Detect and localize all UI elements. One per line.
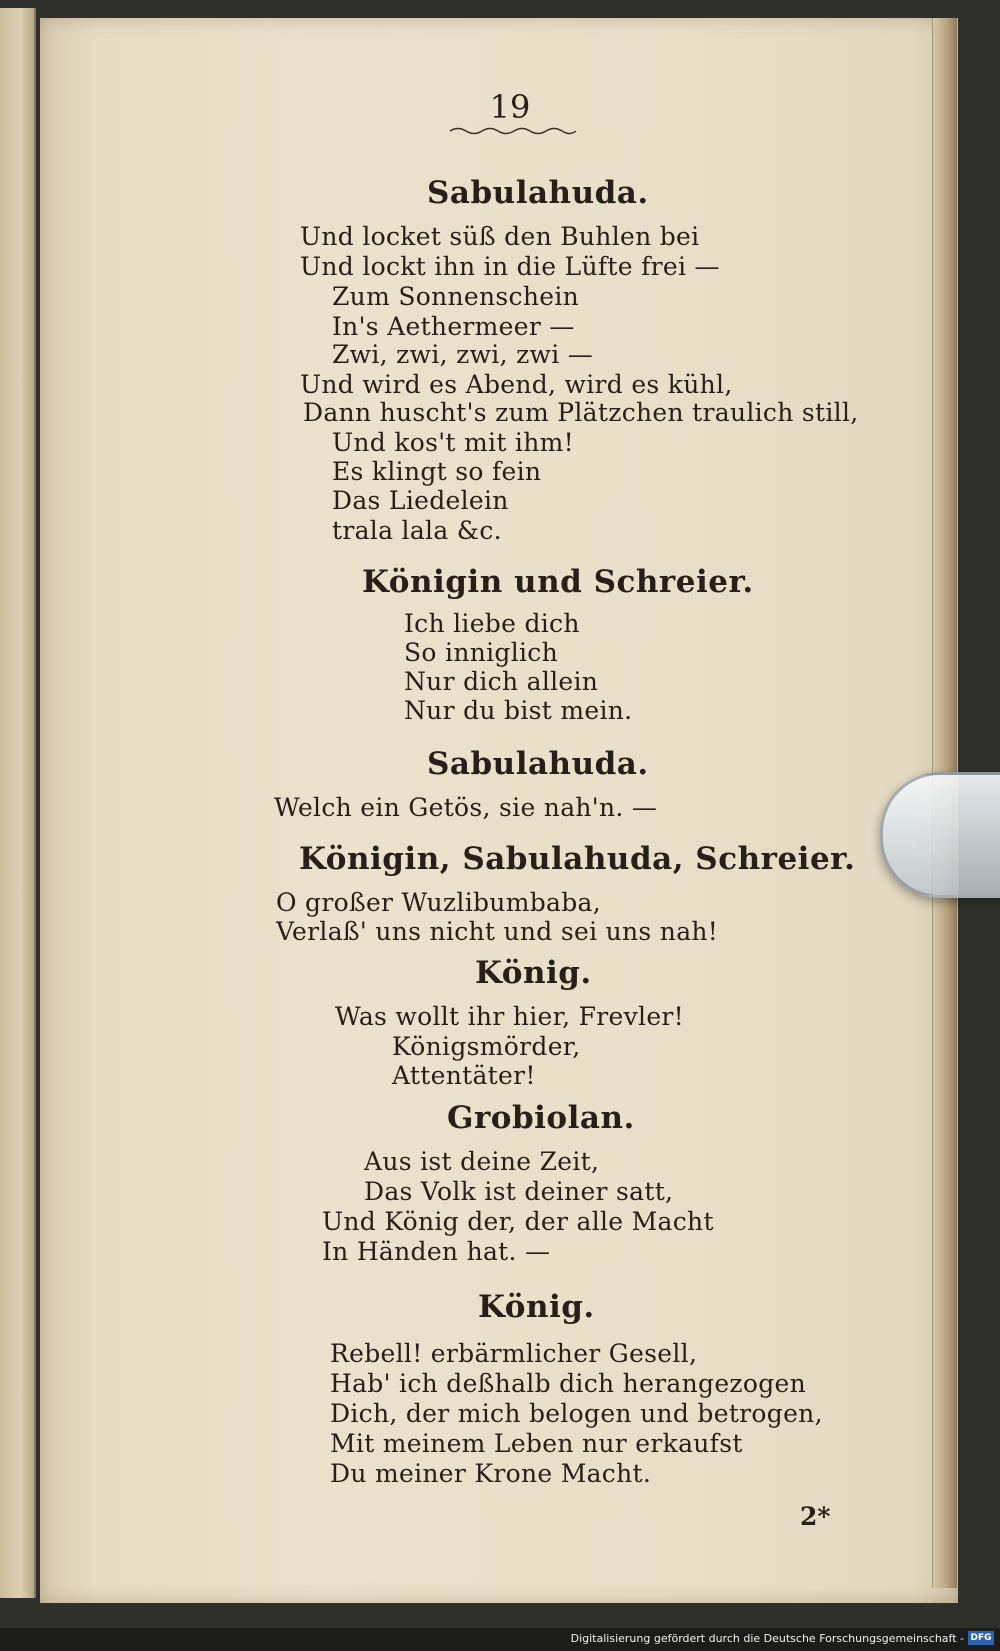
- verse-line: Es klingt so fein: [332, 457, 542, 486]
- verse-line: Königsmörder,: [392, 1032, 581, 1061]
- verse-line: Nur du bist mein.: [404, 696, 633, 725]
- flourish-ornament: [448, 124, 578, 138]
- verse-line: So inniglich: [404, 638, 559, 667]
- dfg-logo: DFG: [968, 1631, 994, 1645]
- verse-line: Das Volk ist deiner satt,: [364, 1177, 674, 1206]
- speaker-heading: Sabulahuda.: [427, 175, 649, 211]
- speaker-heading: Sabulahuda.: [427, 746, 649, 782]
- verse-line: Hab' ich deßhalb dich herangezogen: [330, 1369, 807, 1398]
- speaker-heading: Grobiolan.: [447, 1100, 635, 1136]
- verse-line: Zum Sonnenschein: [332, 282, 580, 311]
- speaker-heading: König.: [478, 1289, 595, 1325]
- page-clip: [880, 772, 1000, 898]
- signature-mark: 2*: [800, 1502, 831, 1531]
- footer-credit: Digitalisierung gefördert durch die Deutsche Forschungsgemeinschaft -: [570, 1632, 964, 1645]
- verse-line: Und kos't mit ihm!: [332, 428, 574, 457]
- verse-line: Attentäter!: [392, 1061, 536, 1090]
- verse-line: Dann huscht's zum Plätzchen traulich still,: [303, 398, 859, 427]
- verse-line: Aus ist deine Zeit,: [364, 1147, 600, 1176]
- verse-line: Und locket süß den Buhlen bei: [300, 222, 700, 251]
- verse-line: Welch ein Getös, sie nah'n. —: [274, 793, 658, 822]
- speaker-heading: Königin, Sabulahuda, Schreier.: [299, 841, 856, 877]
- verse-line: In's Aethermeer —: [332, 312, 575, 341]
- verse-line: O großer Wuzlibumbaba,: [276, 888, 601, 917]
- verse-line: Und König der, der alle Macht: [322, 1207, 714, 1236]
- verse-line: Und wird es Abend, wird es kühl,: [300, 370, 733, 399]
- page-number: 19: [489, 88, 531, 126]
- verse-line: Das Liedelein: [332, 486, 509, 515]
- verse-line: Ich liebe dich: [404, 609, 580, 638]
- verse-line: Zwi, zwi, zwi, zwi —: [332, 340, 594, 369]
- verse-line: Du meiner Krone Macht.: [330, 1459, 652, 1488]
- speaker-heading: König.: [475, 955, 592, 991]
- verse-line: Was wollt ihr hier, Frevler!: [335, 1002, 685, 1031]
- verse-line: Rebell! erbärmlicher Gesell,: [330, 1339, 698, 1368]
- verse-line: Verlaß' uns nicht und sei uns nah!: [276, 917, 719, 946]
- verse-line: Nur dich allein: [404, 667, 599, 696]
- speaker-heading: Königin und Schreier.: [362, 564, 754, 600]
- verse-line: Dich, der mich belogen und betrogen,: [330, 1399, 823, 1428]
- verse-line: trala lala &c.: [332, 516, 502, 545]
- verse-line: Und lockt ihn in die Lüfte frei —: [300, 252, 720, 281]
- verse-line: Mit meinem Leben nur erkaufst: [330, 1429, 743, 1458]
- verse-line: In Händen hat. —: [322, 1237, 551, 1266]
